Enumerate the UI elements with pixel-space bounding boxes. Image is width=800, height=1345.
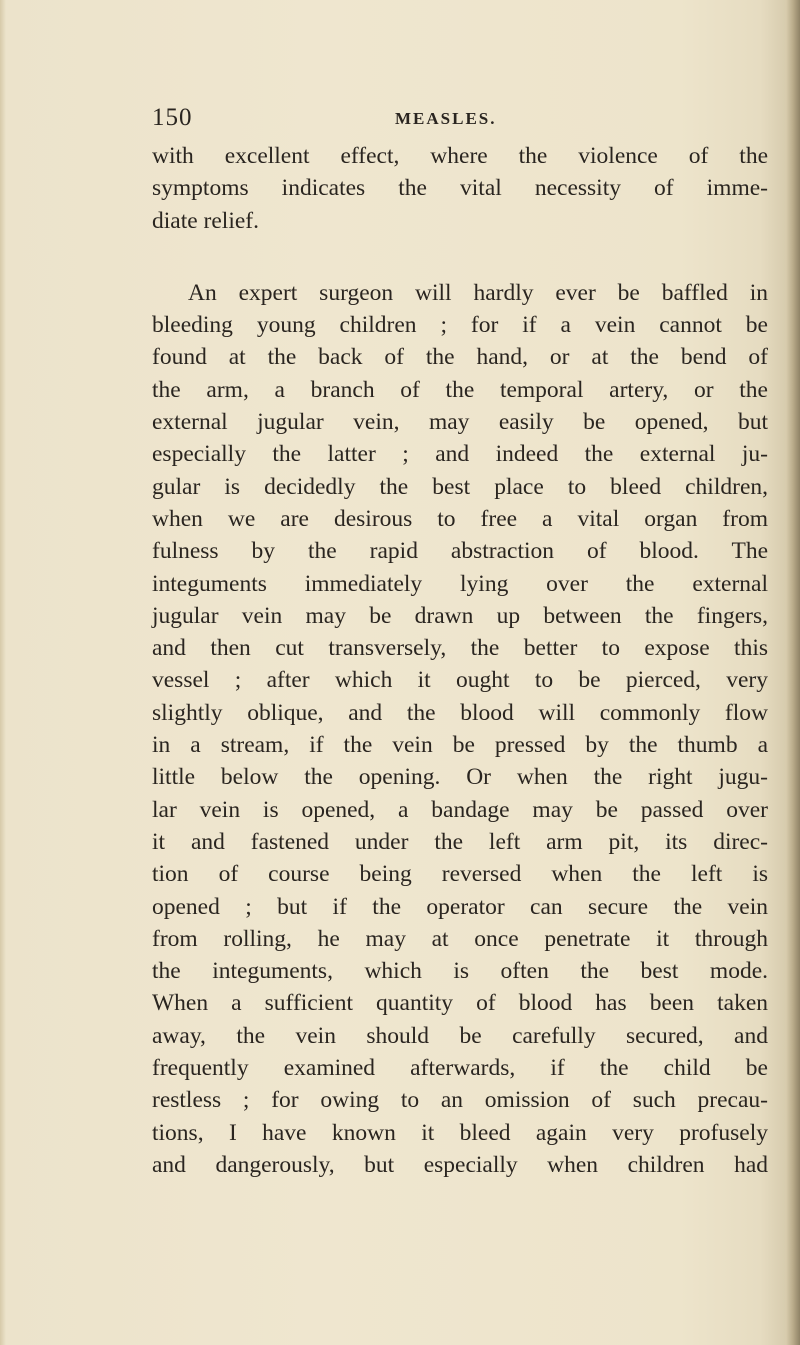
text-line: from rolling, he may at once penetrate it through bbox=[152, 925, 768, 952]
paragraph-gap bbox=[152, 237, 768, 277]
text-line: restless ; for owing to an omission of such precau- bbox=[152, 1087, 768, 1114]
page-binding-edge bbox=[786, 0, 800, 1345]
text-line: slightly oblique, and the blood will commonly flow bbox=[152, 699, 768, 726]
text-line: tion of course being reversed when the left is bbox=[152, 861, 768, 888]
text-line: When a sufficient quantity of blood has been taken bbox=[152, 990, 768, 1017]
text-line: when we are desirous to free a vital organ from bbox=[152, 505, 768, 532]
page-number: 150 bbox=[152, 104, 193, 131]
text-line: in a stream, if the vein be pressed by the thumb a bbox=[152, 732, 768, 759]
paragraph-2 bbox=[152, 277, 768, 1181]
text-line: jugular vein may be drawn up between the fingers, bbox=[152, 602, 768, 629]
text-line: away, the vein should be carefully secured, and bbox=[152, 1022, 768, 1049]
text-line: found at the back of the hand, or at the bend of bbox=[152, 344, 768, 371]
text-line: vessel ; after which it ought to be pierced, very bbox=[152, 667, 768, 694]
text-line: bleeding young children ; for if a vein cannot be bbox=[152, 312, 768, 339]
text-line: frequently examined afterwards, if the child be bbox=[152, 1055, 768, 1082]
text-line: the integuments, which is often the best mode. bbox=[152, 958, 768, 985]
text-line: the arm, a branch of the temporal artery, or the bbox=[152, 376, 768, 403]
page-header bbox=[152, 104, 772, 134]
text-line: lar vein is opened, a bandage may be passed over bbox=[152, 796, 768, 823]
text-line: little below the opening. Or when the right jugu- bbox=[152, 764, 768, 791]
page-left-shadow bbox=[0, 0, 6, 1345]
text-line: fulness by the rapid abstraction of blood. The bbox=[152, 538, 768, 565]
text-line: integuments immediately lying over the external bbox=[152, 570, 768, 597]
text-line: diate relief. bbox=[152, 207, 259, 234]
text-line: especially the latter ; and indeed the external ju- bbox=[152, 441, 768, 468]
text-line: with excellent effect, where the violence of the bbox=[152, 143, 768, 169]
text-line: and dangerously, but especially when children had bbox=[152, 1151, 768, 1178]
text-line: symptoms indicates the vital necessity of imme- bbox=[152, 175, 768, 202]
text-line: and then cut transversely, the better to expose this bbox=[152, 635, 768, 662]
text-line: external jugular vein, may easily be opened, but bbox=[152, 409, 768, 436]
text-line: it and fastened under the left arm pit, its direc- bbox=[152, 828, 768, 855]
running-head: MEASLES. bbox=[395, 109, 497, 128]
paragraph-1 bbox=[152, 140, 768, 237]
text-line: An expert surgeon will hardly ever be baffled in bbox=[188, 279, 768, 306]
text-line: opened ; but if the operator can secure the vein bbox=[152, 893, 768, 920]
text-line: tions, I have known it bleed again very profusely bbox=[152, 1119, 768, 1146]
text-line: gular is decidedly the best place to bleed children, bbox=[152, 473, 768, 500]
body-text bbox=[152, 140, 768, 1181]
